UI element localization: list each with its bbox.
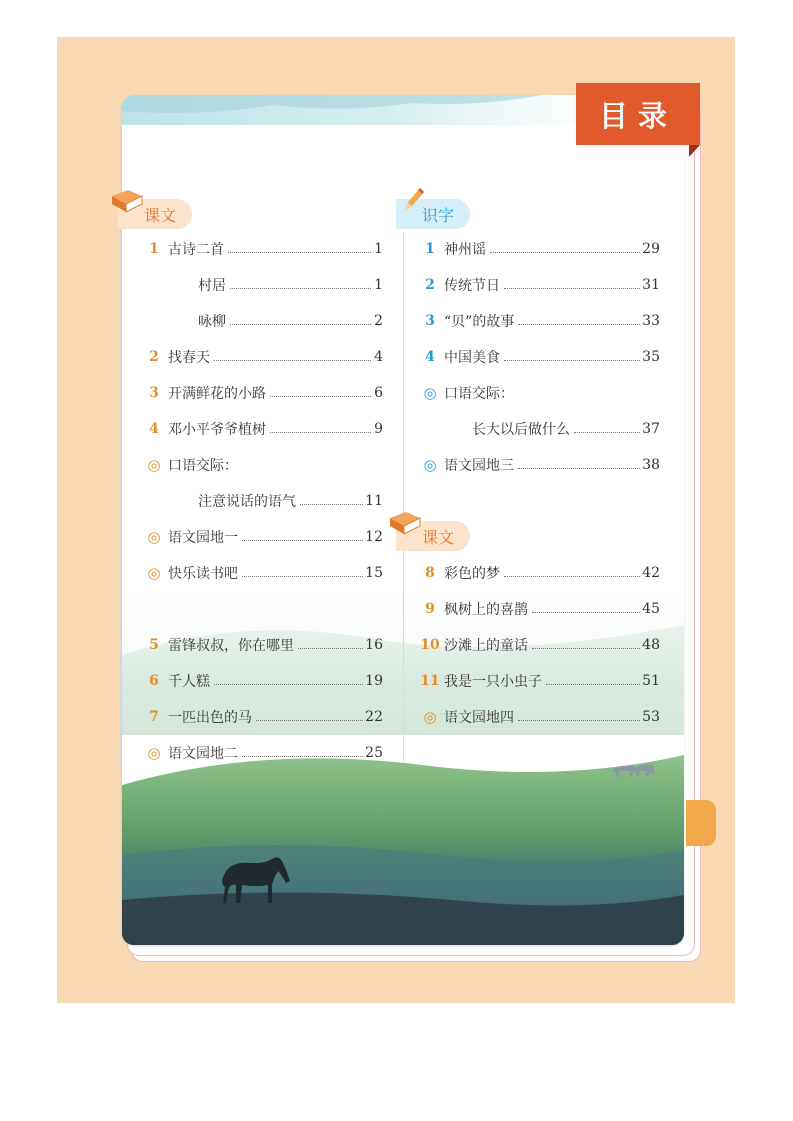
leader-dots	[270, 432, 371, 433]
entry-title: 传统节日	[444, 278, 500, 294]
entry-number: 9	[425, 601, 435, 617]
entry-number: 4	[149, 421, 159, 437]
entry-title: 雷锋叔叔，你在哪里	[168, 638, 294, 654]
pencil-icon	[400, 186, 426, 216]
entry-title: 邓小平爷爷植树	[168, 422, 266, 438]
entry-title: 快乐读书吧	[168, 566, 238, 582]
entry-page: 53	[642, 709, 660, 725]
toc-entry[interactable]	[416, 706, 660, 728]
entry-page: 15	[365, 565, 383, 581]
leader-dots	[242, 540, 363, 541]
toc-entry[interactable]	[140, 346, 383, 368]
entry-symbol: ◎	[147, 528, 161, 546]
leader-dots	[504, 360, 640, 361]
toc-entry[interactable]	[140, 238, 383, 260]
toc-entry[interactable]	[416, 562, 660, 584]
toc-entry[interactable]	[416, 346, 660, 368]
toc-entry[interactable]	[416, 670, 660, 692]
entry-title: “贝”的故事	[444, 314, 515, 330]
entry-page: 9	[374, 421, 383, 437]
entry-number: 3	[425, 313, 435, 329]
leader-dots	[298, 648, 363, 649]
section-label: 课文	[118, 199, 192, 229]
leader-dots	[230, 324, 371, 325]
entry-symbol: ◎	[423, 708, 437, 726]
leader-dots	[490, 252, 640, 253]
entry-number: 6	[149, 673, 159, 689]
toc-entry[interactable]	[140, 310, 383, 332]
entry-symbol: ◎	[147, 744, 161, 762]
toc-entry[interactable]	[416, 634, 660, 656]
toc-entry[interactable]	[140, 382, 383, 404]
entry-page: 4	[374, 349, 383, 365]
entry-title: 注意说话的语气	[198, 494, 296, 510]
entry-number: 2	[149, 349, 159, 365]
entry-page: 1	[374, 241, 383, 257]
entry-page: 37	[642, 421, 660, 437]
book-icon	[388, 510, 422, 536]
toc-entry[interactable]	[416, 310, 660, 332]
entry-number: 5	[149, 637, 159, 653]
toc-entry[interactable]	[416, 454, 660, 476]
leader-dots	[300, 504, 363, 505]
leader-dots	[518, 468, 640, 469]
section-label: 课文	[396, 521, 470, 551]
section-label: 识字	[396, 199, 470, 229]
leader-dots	[242, 756, 363, 757]
entry-page: 12	[365, 529, 383, 545]
entry-number: 1	[425, 241, 435, 257]
leader-dots	[518, 720, 640, 721]
book-icon	[110, 188, 144, 214]
leader-dots	[214, 684, 363, 685]
entry-title: 口语交际：	[168, 458, 238, 474]
page-title: 目录	[576, 83, 700, 145]
leader-dots	[230, 288, 371, 289]
entry-number: 10	[420, 637, 440, 653]
entry-title: 咏柳	[198, 314, 226, 330]
toc-entry[interactable]	[140, 562, 383, 584]
toc-entry[interactable]	[140, 634, 383, 656]
entry-symbol: ◎	[147, 456, 161, 474]
leader-dots	[270, 396, 371, 397]
toc-entry[interactable]	[140, 274, 383, 296]
entry-title: 彩色的梦	[444, 566, 500, 582]
entry-page: 1	[374, 277, 383, 293]
toc-entry[interactable]	[140, 706, 383, 728]
leader-dots	[504, 288, 640, 289]
entry-page: 31	[642, 277, 660, 293]
page-tab	[686, 800, 716, 846]
entry-page: 22	[365, 709, 383, 725]
entry-page: 35	[642, 349, 660, 365]
leader-dots	[242, 576, 363, 577]
entry-number: 11	[420, 673, 440, 689]
entry-title: 语文园地一	[168, 530, 238, 546]
entry-page: 19	[365, 673, 383, 689]
entry-title: 村居	[198, 278, 226, 294]
leader-dots	[228, 252, 371, 253]
entry-title: 神州谣	[444, 242, 486, 258]
toc-entry[interactable]	[416, 238, 660, 260]
entry-number: 4	[425, 349, 435, 365]
entry-number: 8	[425, 565, 435, 581]
entry-page: 38	[642, 457, 660, 473]
entry-title: 找春天	[168, 350, 210, 366]
leader-dots	[532, 648, 640, 649]
leader-dots	[546, 684, 640, 685]
entry-title: 古诗二首	[168, 242, 224, 258]
entry-number: 3	[149, 385, 159, 401]
leader-dots	[518, 324, 640, 325]
toc-entry[interactable]	[140, 742, 383, 764]
entry-title: 语文园地二	[168, 746, 238, 762]
entry-symbol: ◎	[423, 384, 437, 402]
toc-entry[interactable]	[416, 418, 660, 440]
entry-symbol: ◎	[147, 564, 161, 582]
entry-title: 长大以后做什么	[472, 422, 570, 438]
entry-title: 千人糕	[168, 674, 210, 690]
leader-dots	[532, 612, 640, 613]
leader-dots	[504, 576, 640, 577]
entry-page: 42	[642, 565, 660, 581]
entry-title: 开满鲜花的小路	[168, 386, 266, 402]
entry-page: 11	[365, 493, 383, 509]
toc-entry[interactable]	[140, 526, 383, 548]
entry-number: 7	[149, 709, 159, 725]
leader-dots	[214, 360, 371, 361]
entry-number: 1	[149, 241, 159, 257]
toc-entry[interactable]	[140, 670, 383, 692]
entry-page: 48	[642, 637, 660, 653]
entry-page: 16	[365, 637, 383, 653]
entry-page: 25	[365, 745, 383, 761]
entry-title: 语文园地三	[444, 458, 514, 474]
entry-page: 29	[642, 241, 660, 257]
entry-title: 语文园地四	[444, 710, 514, 726]
entry-page: 2	[374, 313, 383, 329]
entry-page: 45	[642, 601, 660, 617]
ribbon-fold	[689, 145, 700, 157]
entry-title: 一匹出色的马	[168, 710, 252, 726]
toc-entry[interactable]	[140, 454, 383, 476]
entry-title: 枫树上的喜鹊	[444, 602, 528, 618]
toc-entry[interactable]	[416, 274, 660, 296]
right-column-line	[403, 232, 404, 762]
leader-dots	[574, 432, 640, 433]
toc-entry[interactable]	[416, 598, 660, 620]
entry-page: 6	[374, 385, 383, 401]
toc-entry[interactable]	[140, 490, 383, 512]
entry-title: 沙滩上的童话	[444, 638, 528, 654]
toc-entry[interactable]	[140, 418, 383, 440]
entry-page: 51	[642, 673, 660, 689]
left-column-line	[120, 232, 121, 762]
entry-title: 口语交际：	[444, 386, 514, 402]
entry-page: 33	[642, 313, 660, 329]
leader-dots	[256, 720, 363, 721]
entry-title: 中国美食	[444, 350, 500, 366]
entry-symbol: ◎	[423, 456, 437, 474]
entry-title: 我是一只小虫子	[444, 674, 542, 690]
entry-number: 2	[425, 277, 435, 293]
toc-entry[interactable]	[416, 382, 660, 404]
